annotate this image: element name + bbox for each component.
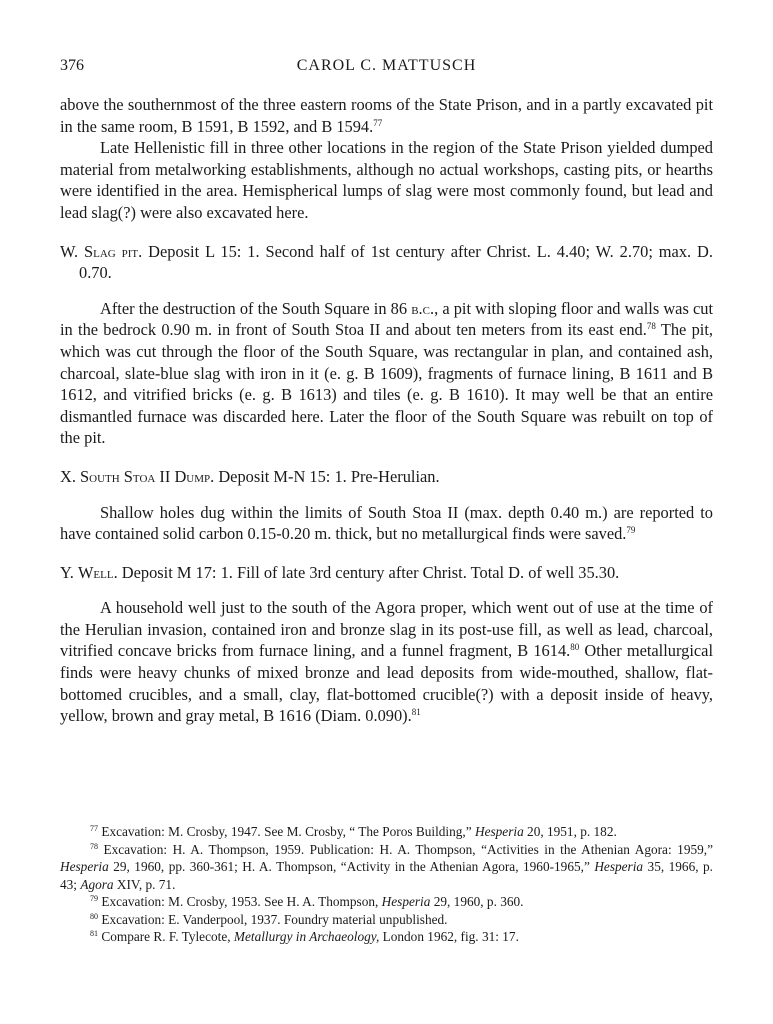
paragraph-slag-pit: After the destruction of the South Square in 86 b.c., a pit with sloping floor and walls was cut in the bedrock 0.90 m. in front of South Stoa II and about ten meters from its east end.$^{78}$ The pit, which was cut through the floor of the South Square, was rectangular in plan, and contained ash, charcoal, slate-blue slag with iron in it (e. g. B 1609), fragments of furnace lining, B 1611 and B 1612, and vitrified bricks (e. g. B 1613) and tiles (e. g. B 1610). It may well be that an entire dismantled furnace was discarded here. Later the floor of the South Square was rebuilt on top of the pit. [60, 298, 713, 448]
running-head-author: CAROL C. MATTUSCH [296, 57, 477, 74]
footnote-ref: 80 [570, 642, 580, 653]
footnote-78: $^{78}$ Excavation: H. A. Thompson, 1959. Publication: H. A. Thompson, “Activities in the Athenian Agora: 1959,” Hesperia 29, 1960, pp. 360-361; H. A. Thompson, “Activity in the Athenian Agora, 1960-1965,” Hesperia 35, 1966, p. 43; Agora XIV, p. 71. [60, 841, 713, 892]
paragraph-continued: above the southernmost of the three eastern rooms of the State Prison, and in a partly excavated pit in the same room, B 1591, B 1592, and B 1594.77 [60, 95, 713, 136]
footnote-77: $^{77}$ Excavation: M. Crosby, 1947. See M. Crosby, “ The Poros Building,” Hesperia 20, 1951, p. 182. [90, 824, 617, 839]
main-text [60, 94, 713, 727]
footnote-ref: 81 [411, 707, 421, 718]
paragraph-well: A household well just to the south of the Agora proper, which went out of use at the time of the Herulian invasion, contained iron and bronze slag in its post-use fill, as well as lead, charcoal, vitrified concave bricks from furnace lining, and a funnel fragment, B 1614.80 Other metallurgical finds were heavy chunks of mixed bronze and lead deposits from wide-mouthed, shallow, flat-bottomed crucibles, and a small, clay, flat-bottomed crucible(?) with a deposit inside of heavy, yellow, brown and gray metal, B 1616 (Diam. 0.090).$^{81}$ [60, 598, 713, 726]
paragraph-south-stoa-dump: Shallow holes dug within the limits of South Stoa II (max. depth 0.40 m.) are reported to have contained solid carbon 0.15-0.20 m. thick, but no metallurgical finds were saved.$^{79}$ [60, 502, 713, 544]
deposit-heading-w: W. Slag pit. Deposit L 15: 1. Second half of 1st century after Christ. L. 4.40; W. 2.70; max. D. 0.70. [60, 241, 713, 283]
paragraph-hellenistic-fill: Late Hellenistic fill in three other locations in the region of the State Prison yielded dumped material from metalworking establishments, although no actual workshops, casting pits, or hearths were identified in the area. Hemispherical lumps of slag were most commonly found, but lead and lead slag(?) were also excavated here. [60, 138, 713, 222]
footnotes [60, 823, 713, 946]
footnote-81: $^{81}$ Compare R. F. Tylecote, Metallurgy in Archaeology, London 1962, fig. 31: 17. [90, 929, 519, 944]
footnote-79: $^{79}$ Excavation: M. Crosby, 1953. See H. A. Thompson, Hesperia 29, 1960, p. 360. [90, 894, 524, 909]
footnote-ref: 79 [626, 525, 636, 536]
footnote-80: $^{80}$ Excavation: E. Vanderpool, 1937. Foundry material unpublished. [90, 911, 448, 927]
deposit-heading-x: X. South Stoa II Dump. Deposit M-N 15: 1. Pre-Herulian. [60, 466, 440, 486]
page-number: 376 [60, 57, 84, 74]
footnote-ref: 78 [646, 321, 656, 332]
footnote-ref: 77 [373, 117, 383, 128]
running-header [60, 57, 713, 81]
deposit-heading-y: Y. Well. Deposit M 17: 1. Fill of late 3rd century after Christ. Total D. of well 35.30. [60, 562, 620, 582]
